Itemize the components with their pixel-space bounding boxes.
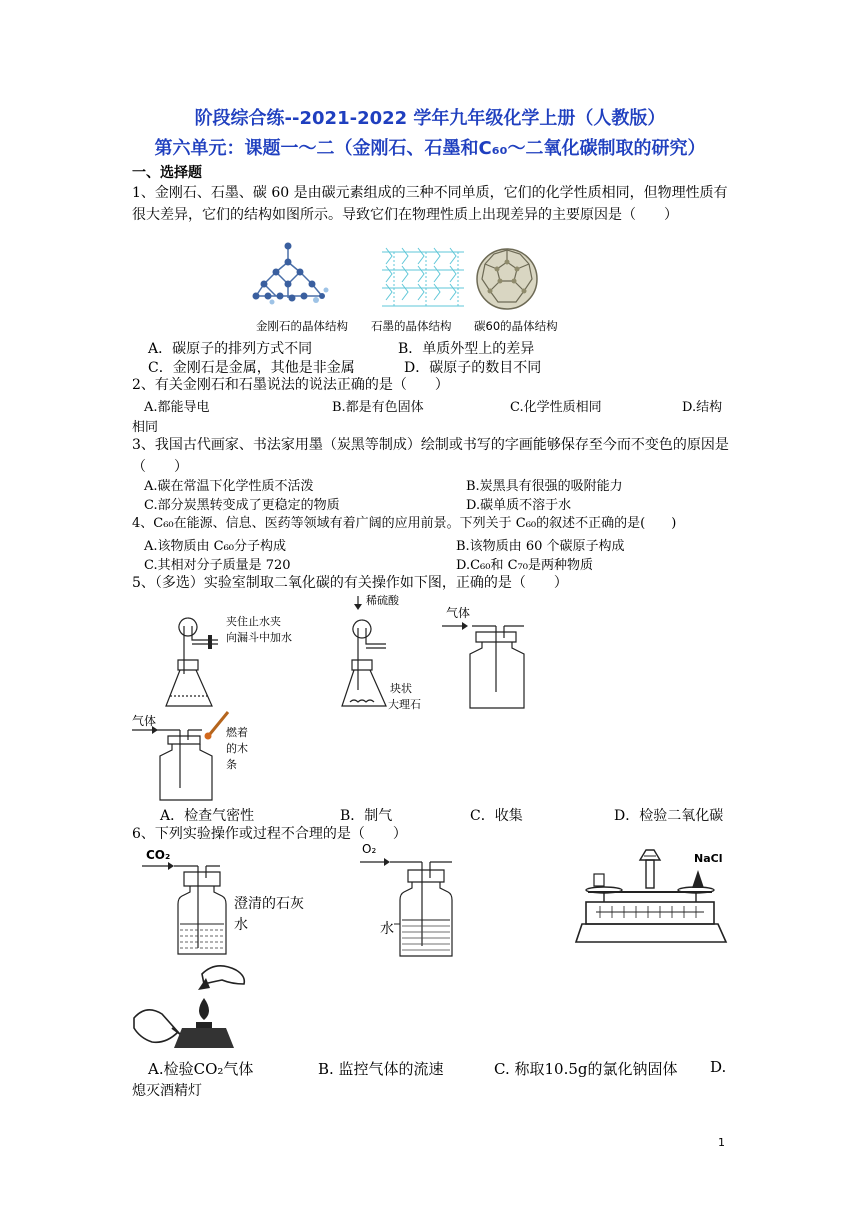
marble-label-1: 块状 — [390, 682, 412, 695]
q5-option-d: D．检验二氧化碳 — [614, 808, 724, 824]
lime-water-label-1: 澄清的石灰 — [234, 896, 304, 912]
q6-option-c: C. 称取10.5g的氯化钠固体 — [494, 1060, 678, 1078]
gas-label-1: 气体 — [446, 606, 471, 620]
question-2-stem: 2、有关金刚石和石墨说法的说法正确的是（ ） — [132, 377, 449, 393]
burning-stick-label-2: 的木 — [226, 742, 248, 755]
gas-label-2: 气体 — [132, 714, 157, 728]
nacl-label: NaCl — [694, 852, 723, 865]
q1-option-c: C．金刚石是金属，其他是非金属 — [148, 360, 355, 376]
worksheet-title: 阶段综合练--2021-2022 学年九年级化学上册（人教版） — [194, 108, 666, 129]
q4-option-c: C.其相对分子质量是 720 — [144, 558, 291, 573]
q5-option-a: A．检查气密性 — [160, 808, 255, 824]
q3-option-b: B.炭黑具有很强的吸附能力 — [466, 479, 623, 494]
q4-option-d: D.C₆₀和 C₇₀是两种物质 — [456, 558, 593, 573]
airtightness-apparatus — [160, 612, 230, 712]
co2-label: CO₂ — [146, 848, 171, 862]
question-1-stem: 1、金刚石、石墨、碳 60 是由碳元素组成的三种不同单质，它们的化学性质相同，但物理性质有很大差异，它们的结构如图所示。导致它们在物理性质上出现差异的主要原因是（ ） — [132, 185, 728, 223]
burning-stick-label-3: 条 — [226, 758, 237, 771]
question-5-stem: 5、（多选）实验室制取二氧化碳的有关操作如下图，正确的是（ ） — [132, 575, 568, 591]
unit-title: 第六单元：课题一～二（金刚石、石墨和C₆₀～二氧化碳制取的研究） — [154, 138, 706, 159]
lime-water-label-2: 水 — [234, 917, 248, 933]
graphite-structure-figure — [380, 246, 466, 310]
water-label: 水 — [380, 921, 394, 937]
acid-label: 稀硫酸 — [366, 594, 399, 607]
c60-caption: 碳60的晶体结构 — [474, 319, 558, 333]
q3-option-d: D.碳单质不溶于水 — [466, 498, 572, 513]
q5-option-b: B．制气 — [340, 808, 393, 824]
q2-option-b: B.都是有色固体 — [332, 400, 424, 415]
q2-option-d-wrap: 相同 — [132, 420, 159, 435]
o2-label: O₂ — [362, 842, 377, 856]
q6-option-d-wrap: 熄灭酒精灯 — [132, 1083, 202, 1099]
question-4-stem: 4、C₆₀在能源、信息、医药等领域有着广阔的应用前景。下列关于 C₆₀的叙述不正确的是( ) — [132, 516, 677, 531]
q3-option-c: C.部分炭黑转变成了更稳定的物质 — [144, 498, 340, 513]
lime-water-apparatus — [140, 852, 240, 958]
graphite-caption: 石墨的晶体结构 — [371, 319, 452, 333]
gas-collection-apparatus — [442, 618, 542, 710]
q4-option-a: A.该物质由 C₆₀分子构成 — [144, 539, 287, 554]
q1-option-d: D．碳原子的数目不同 — [404, 360, 542, 376]
q4-option-b: B.该物质由 60 个碳原子构成 — [456, 539, 625, 554]
q3-option-a: A.碳在常温下化学性质不活泼 — [144, 479, 314, 494]
marble-label-2: 大理石 — [388, 698, 421, 711]
question-3-stem: 3、我国古代画家、书法家用墨（炭黑等制成）绘制或书写的字画能够保存至今而不变色的原因是（ ） — [132, 437, 729, 475]
gas-flow-monitor-apparatus — [360, 852, 480, 962]
q1-option-b: B．单质外型上的差异 — [398, 341, 535, 357]
page-number: 1 — [718, 1136, 725, 1149]
question-6-stem: 6、下列实验操作或过程不合理的是（ ） — [132, 826, 407, 842]
funnel-label: 向漏斗中加水 — [226, 631, 292, 644]
diamond-structure-figure — [250, 240, 330, 310]
q2-option-d: D.结构 — [682, 400, 723, 415]
clip-label: 夹住止水夹 — [226, 615, 281, 628]
section-heading: 一、选择题 — [132, 165, 202, 181]
q6-option-b: B. 监控气体的流速 — [318, 1060, 444, 1078]
q6-option-a: A.检验CO₂气体 — [148, 1060, 254, 1078]
q6-option-d: D. — [710, 1058, 727, 1076]
alcohol-lamp-figure — [132, 958, 252, 1054]
q2-option-c: C.化学性质相同 — [510, 400, 602, 415]
diamond-caption: 金刚石的晶体结构 — [256, 319, 348, 333]
q2-option-a: A.都能导电 — [144, 400, 210, 415]
q5-option-c: C．收集 — [470, 808, 523, 824]
burning-stick-label-1: 燃着 — [226, 726, 248, 739]
q1-option-a: A．碳原子的排列方式不同 — [148, 341, 313, 357]
c60-structure-figure — [474, 246, 540, 312]
